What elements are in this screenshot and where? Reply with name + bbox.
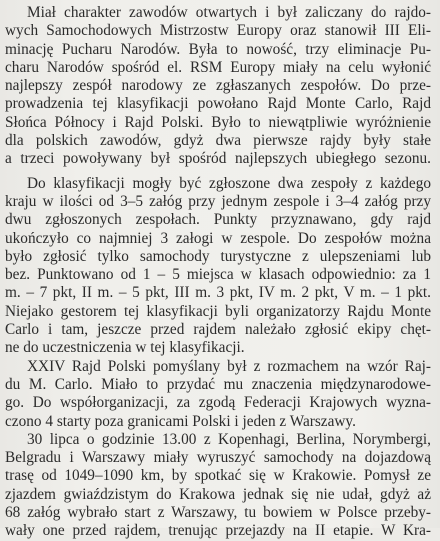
text-line: minację Pucharu Narodów. Była to nowość, trzy eliminacje Pu- [5,40,431,58]
text-line: Carlo i tam, jeszcze przed rajdem należało zgłosić ekipy chęt- [5,321,431,339]
text-line: Niejako gestorem tej klasyfikacji byli organizatorzy Rajdu Monte [5,302,431,320]
text-line: dla polskich zawodów, gdyż dwa pierwsze rajdy były stałe [5,132,431,150]
text-line: a trzeci powoływany był spośród najlepszych ubiegłego sezonu. [5,150,431,168]
text-line: kraju w ilości od 3–5 załóg przy jednym zespole i 3–4 załóg przy [5,192,431,210]
text-line: Miał charakter zawodów otwartych i był zaliczany do rajdo- [27,4,431,21]
text-line: Słońca Północy i Rajd Polski. Było to niewątpliwie wyróżnienie [5,113,431,131]
text-line: XXIV Rajd Polski pomyślany był z rozmachem na wzór Raj- [27,357,431,375]
text-line: ukończyło co najmniej 3 załogi w zespole. Do zespołów można [5,229,431,247]
paragraph-4 [5,431,431,541]
text-line: du M. Carlo. Miało to przydać mu znaczenia międzynarodowe- [5,375,431,393]
page-text [5,4,431,541]
paragraph-3 [5,358,431,431]
text-line: trasę od 1049–1090 km, by spotkać się w Krakowie. Pomysł ze [5,467,431,485]
text-line: charu Narodów spośród el. RSM Europy miały na celu wyłonić [5,58,431,76]
text-line: czono 4 starty poza granicami Polski i jeden z Warszawy. [5,412,356,430]
text-line: 68 załóg wybrało start z Warszawy, tu bowiem w Polsce przeby- [5,504,431,522]
text-line: go. Do współorganizacji, za zgodą Federacji Krajowych wyzna- [5,394,431,412]
text-line: wały one przed rajdem, trenując przejazdy na II etapie. W Kra- [5,522,431,540]
text-line: Do klasyfikacji mogły być zgłoszone dwa zespoły z każdego [27,174,431,192]
text-line: bez. Punktowano od 1 – 5 miejsca w klasach odpowiednio: za 1 [5,266,431,284]
text-line: dwu zgłoszonych zespołach. Punkty przyznawano, gdy rajd [5,211,431,229]
paragraph-2 [5,175,431,358]
text-line: m. – 7 pkt, II m. – 5 pkt, III m. 3 pkt, IV m. 2 pkt, V m. – 1 pkt. [5,284,431,302]
text-line: wych Samochodowych Mistrzostw Europy oraz stanowił III Eli- [5,22,431,40]
text-line: Belgradu i Warszawy miały wyruszyć samochody na dojazdową [5,449,431,467]
text-line: najlepszy zespół narodowy ze zgłaszanych zespołów. Do prze- [5,77,431,95]
text-line: 30 lipca o godzinie 13.00 z Kopenhagi, Berlina, Norymbergi, [27,430,431,448]
text-line: zjazdem gwiaździstym do Krakowa jednak się nie udał, gdyż aż [5,485,431,503]
text-line: ne do uczestniczenia w tej klasyfikacji. [5,339,245,357]
text-line: było zgłosić tylko samochody turystyczne z ulepszeniami lub [5,247,431,265]
text-line: prowadzenia tej klasyfikacji powołano Rajd Monte Carlo, Rajd [5,95,431,113]
paragraph-1 [5,4,431,169]
